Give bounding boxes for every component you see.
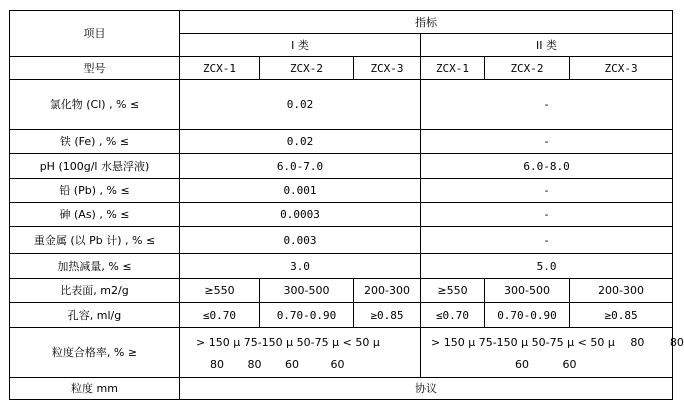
class1-value: 0.0003 <box>180 203 421 227</box>
table-row <box>10 279 673 303</box>
table-row <box>10 203 673 227</box>
class2-value: 5.0 <box>421 254 673 279</box>
particle-range-text: > 150 μ 75-150 μ 50-75 μ < 50 μ <box>431 336 615 349</box>
class2-value: - <box>421 130 673 154</box>
spec-table <box>9 10 684 400</box>
value-cell: 300-500 <box>260 279 354 303</box>
rate-value: 60 <box>285 358 299 371</box>
model-label: 型号 <box>10 57 180 80</box>
class1-value: 6.0-7.0 <box>180 154 421 179</box>
row-label: pH (100g/l 水悬浮液) <box>10 154 180 179</box>
model-cell: ZCX-1 <box>421 57 485 80</box>
class2-value: - <box>421 227 673 254</box>
model-cell: ZCX-2 <box>260 57 354 80</box>
class2-value: - <box>421 80 673 130</box>
rate-value: 80 <box>669 336 684 349</box>
table-row <box>10 378 673 400</box>
value-cell: ≥0.85 <box>570 303 673 328</box>
table-row <box>10 154 673 179</box>
class1-value: 0.02 <box>180 130 421 154</box>
rate-value: 80 <box>630 336 645 349</box>
row-label: 铁 (Fe) , % ≤ <box>10 130 180 154</box>
table-row <box>10 328 673 378</box>
rate-value: 80 <box>210 358 224 371</box>
class1-value: 0.001 <box>180 179 421 203</box>
header-row-1 <box>10 11 673 34</box>
value-cell: 0.70-0.90 <box>485 303 570 328</box>
particle-rate-values <box>431 358 577 371</box>
rate-value: 60 <box>330 358 345 371</box>
model-cell: ZCX-3 <box>570 57 673 80</box>
particle-range-line: > 150 μ 75-150 μ 50-75 μ < 50 μ <box>196 336 380 349</box>
table-row <box>10 179 673 203</box>
row-label: 粒度合格率, % ≥ <box>10 328 180 378</box>
rate-value: 80 <box>247 358 262 371</box>
class2-header: II 类 <box>421 34 673 57</box>
rate-value: 60 <box>515 358 529 371</box>
model-row <box>10 57 673 80</box>
table-row <box>10 254 673 279</box>
row-label: 重金属 (以 Pb 计) , % ≤ <box>10 227 180 254</box>
item-header: 项目 <box>10 11 180 57</box>
table-row <box>10 227 673 254</box>
value-cell: 200-300 <box>570 279 673 303</box>
row-label: 粒度 mm <box>10 378 180 400</box>
class1-value: 0.003 <box>180 227 421 254</box>
row-label: 氯化物 (Cl) , % ≤ <box>10 80 180 130</box>
class2-value: - <box>421 179 673 203</box>
table-row <box>10 80 673 130</box>
value-cell: 300-500 <box>485 279 570 303</box>
value-cell: 200-300 <box>354 279 421 303</box>
row-label: 孔容, ml/g <box>10 303 180 328</box>
model-cell: ZCX-2 <box>485 57 570 80</box>
particle-size-value: 协议 <box>180 378 673 400</box>
class1-header: I 类 <box>180 34 421 57</box>
row-label: 铅 (Pb) , % ≤ <box>10 179 180 203</box>
value-cell: 0.70-0.90 <box>260 303 354 328</box>
table-row <box>10 303 673 328</box>
class1-particle-rate <box>180 328 421 378</box>
value-cell: ≤0.70 <box>421 303 485 328</box>
class2-particle-rate <box>421 328 684 378</box>
rate-value: 60 <box>562 358 577 371</box>
class2-value: - <box>421 203 673 227</box>
value-cell: ≤0.70 <box>180 303 260 328</box>
row-label: 加热减量, % ≤ <box>10 254 180 279</box>
class1-value: 3.0 <box>180 254 421 279</box>
value-cell: ≥0.85 <box>354 303 421 328</box>
value-cell: ≥550 <box>421 279 485 303</box>
model-cell: ZCX-3 <box>354 57 421 80</box>
value-cell: ≥550 <box>180 279 260 303</box>
particle-rate-values <box>196 358 345 371</box>
row-label: 砷 (As) , % ≤ <box>10 203 180 227</box>
table-row <box>10 130 673 154</box>
class1-value: 0.02 <box>180 80 421 130</box>
model-cell: ZCX-1 <box>180 57 260 80</box>
particle-range-line <box>431 336 684 349</box>
row-label: 比表面, m2/g <box>10 279 180 303</box>
class2-value: 6.0-8.0 <box>421 154 673 179</box>
indicator-header: 指标 <box>180 11 673 34</box>
